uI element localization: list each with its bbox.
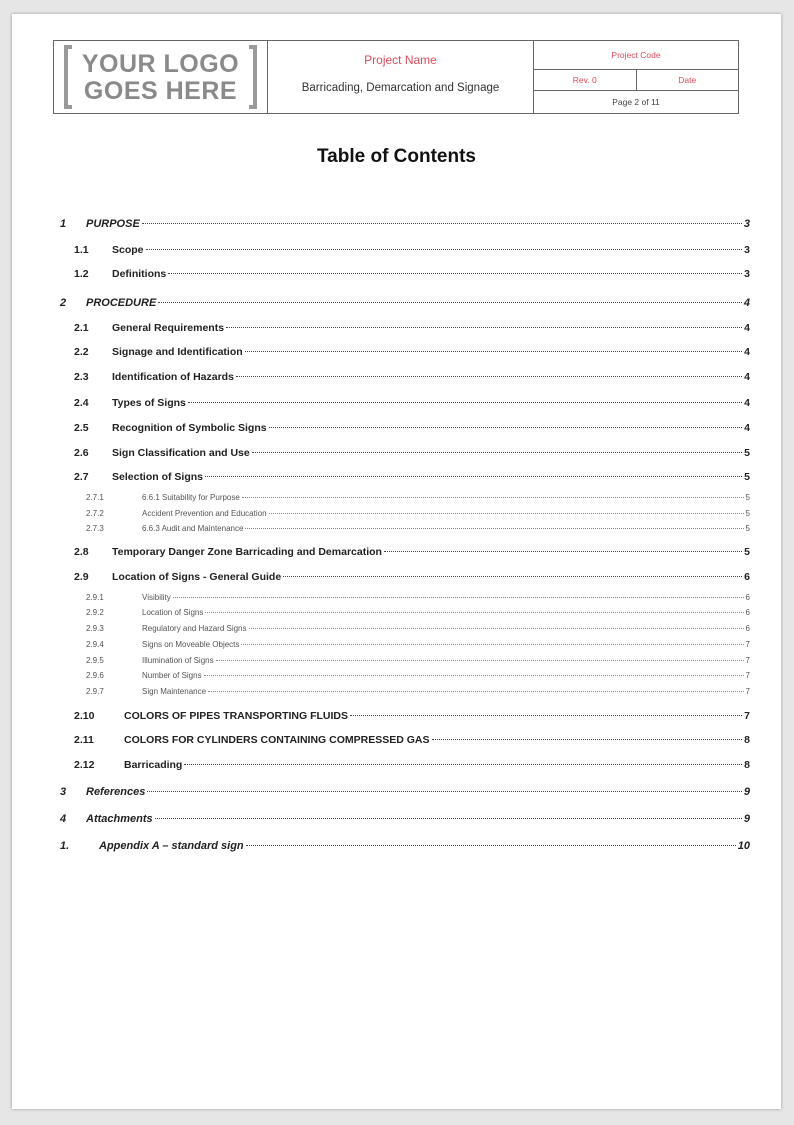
toc-entry[interactable]: 2.9.7 Sign Maintenance 7 <box>86 687 750 696</box>
toc-entry[interactable]: 2.9.5 Illumination of Signs 7 <box>86 656 750 665</box>
toc-entry[interactable]: 2.9.2 Location of Signs 6 <box>86 608 750 617</box>
document-page <box>12 14 781 1109</box>
toc-entry[interactable]: 2.8 Temporary Danger Zone Barricading and Demarcation 5 <box>74 546 750 558</box>
toc-entry[interactable]: 1. Appendix A – standard sign 10 <box>60 840 750 852</box>
logo-text <box>78 51 243 105</box>
toc-entry[interactable]: 2.9.3 Regulatory and Hazard Signs 6 <box>86 624 750 633</box>
project-code: Project Code <box>534 41 738 70</box>
toc-entry[interactable]: 2.3 Identification of Hazards 4 <box>74 371 750 383</box>
meta-cell <box>534 41 738 113</box>
toc-entry[interactable]: 2.7 Selection of Signs 5 <box>74 471 750 483</box>
toc-entry[interactable]: 2.9.1 Visibility 6 <box>86 593 750 602</box>
date: Date <box>678 75 697 85</box>
toc-entry[interactable]: 2.5 Recognition of Symbolic Signs 4 <box>74 422 750 434</box>
toc-entry[interactable]: 1.2 Definitions 3 <box>74 268 750 280</box>
toc-entry[interactable]: 2.9 Location of Signs - General Guide 6 <box>74 571 750 583</box>
toc-title: Table of Contents <box>316 146 477 167</box>
document-title: Barricading, Demarcation and Signage <box>301 82 500 94</box>
toc-entry[interactable]: 1.1 Scope 3 <box>74 244 750 256</box>
revision: Rev. 0 <box>534 70 637 90</box>
page-number: Page 2 of 11 <box>612 97 660 107</box>
toc-entry[interactable]: 2.9.4 Signs on Moveable Objects 7 <box>86 640 750 649</box>
toc-entry[interactable]: 2.7.2 Accident Prevention and Education 5 <box>86 509 750 518</box>
toc-entry[interactable]: 2.12 Barricading 8 <box>74 759 750 771</box>
toc-entry[interactable]: 2.7.3 6.6.3 Audit and Maintenance 5 <box>86 524 750 533</box>
toc-entry[interactable]: 1 PURPOSE 3 <box>60 218 750 230</box>
logo-placeholder <box>64 45 257 109</box>
toc-entry[interactable]: 2.11 COLORS FOR CYLINDERS CONTAINING COMPRESSED GAS 8 <box>74 734 750 746</box>
project-name: Project Name <box>364 53 437 67</box>
document-header <box>53 40 739 114</box>
toc-entry[interactable]: 2.4 Types of Signs 4 <box>74 397 750 409</box>
logo-cell <box>54 41 268 113</box>
logo-line-2: GOES HERE <box>83 77 238 105</box>
toc-entry[interactable]: 2.6 Sign Classification and Use 5 <box>74 447 750 459</box>
toc-entry[interactable]: 2.2 Signage and Identification 4 <box>74 346 750 358</box>
toc-entry[interactable]: 2.1 General Requirements 4 <box>74 322 750 334</box>
toc-entry[interactable]: 2.10 COLORS OF PIPES TRANSPORTING FLUIDS 7 <box>74 710 750 722</box>
toc-entry[interactable]: 2 PROCEDURE 4 <box>60 297 750 309</box>
revision-row <box>534 70 738 91</box>
logo-bracket-right <box>249 45 257 109</box>
logo-line-1: YOUR LOGO <box>81 50 240 78</box>
toc-entry[interactable]: 4 Attachments 9 <box>60 813 750 825</box>
logo-bracket-left <box>64 45 72 109</box>
toc-entry[interactable]: 2.7.1 6.6.1 Suitability for Purpose 5 <box>86 493 750 502</box>
title-cell <box>268 41 534 113</box>
toc-entry[interactable]: 3 References 9 <box>60 786 750 798</box>
toc-entry[interactable]: 2.9.6 Number of Signs 7 <box>86 671 750 680</box>
